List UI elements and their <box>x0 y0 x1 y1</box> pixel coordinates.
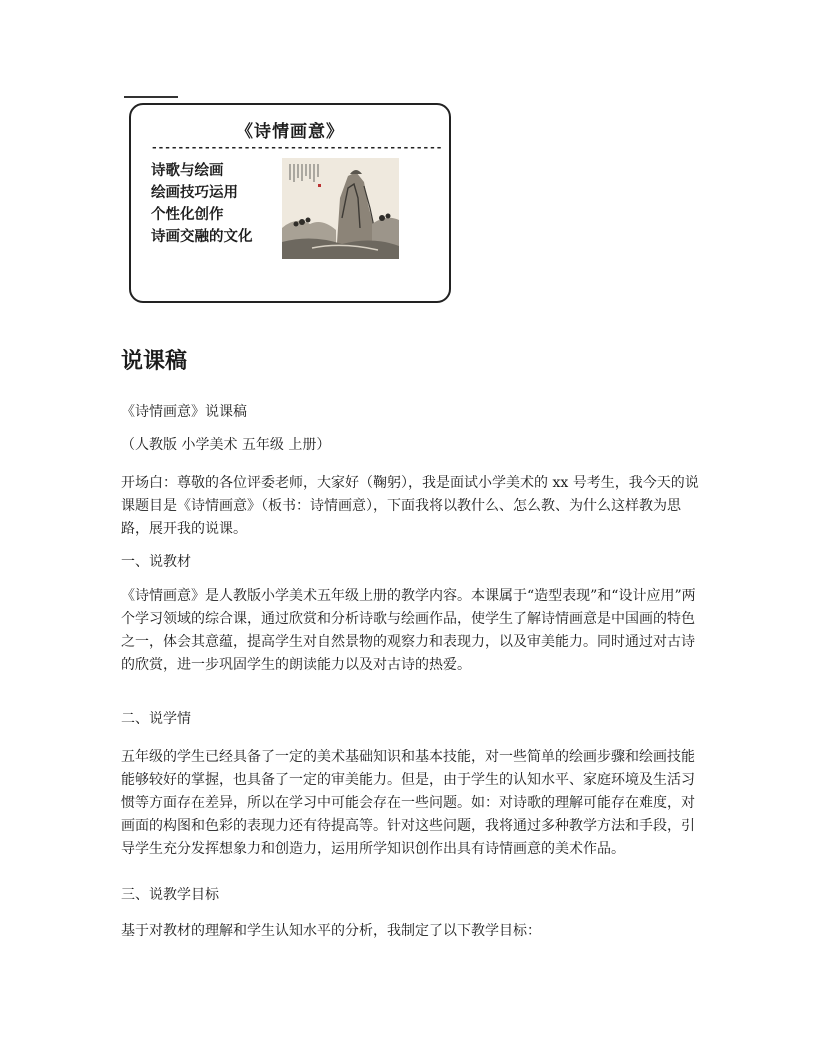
section-students-heading: 二、说学情 <box>121 711 191 727</box>
textbook-paragraph: 《诗情画意》是人教版小学美术五年级上册的教学内容。本课属于“造型表现”和“设计应用”两个学习领域的综合课，通过欣赏和分析诗歌与绘画作品，使学生了解诗情画意是中国画的特色之一，体会其意蕴，提高学生对自然景物的观察力和表现力，以及审美能力。同时通过对古诗的欣赏，进一步巩固学生的朗读能力以及对古诗的热爱。 <box>121 588 696 673</box>
students-paragraph: 五年级的学生已经具备了一定的美术基础知识和基本技能，对一些简单的绘画步骤和绘画技能能够较好的掌握，也具备了一定的审美能力。但是，由于学生的认知水平、家庭环境及生活习惯等方面存在差异，所以在学习中可能会存在一些问题。如：对诗歌的理解可能存在难度，对画面的构图和色彩的表现力还有待提高等。针对这些问题，我将通过多种教学方法和手段，引导学生充分发挥想象力和创造力，运用所学知识创作出具有诗情画意的美术作品。 <box>121 749 695 857</box>
goals-intro: 基于对教材的理解和学生认知水平的分析，我制定了以下教学目标： <box>121 923 541 939</box>
board-item-poetry-painting: 诗歌与绘画 <box>151 162 224 179</box>
section-textbook-heading: 一、说教材 <box>121 554 191 570</box>
edition-line: （人教版 小学美术 五年级 上册） <box>121 437 331 453</box>
board-item-techniques: 绘画技巧运用 <box>151 184 238 201</box>
top-rule <box>124 96 178 98</box>
board-item-culture: 诗画交融的文化 <box>151 228 253 245</box>
landscape-painting-icon <box>282 158 399 259</box>
board-item-creation: 个性化创作 <box>151 206 224 223</box>
board-title: 《诗情画意》 <box>236 122 344 142</box>
opening-paragraph: 开场白：尊敬的各位评委老师，大家好（鞠躬），我是面试小学美术的 xx 号考生，我今天的说课题目是《诗情画意》（板书：诗情画意），下面我将以教什么、怎么教、为什么这样教为思路，展开我的说课。 <box>121 475 699 537</box>
section-goals-heading: 三、说教学目标 <box>121 887 219 903</box>
board-list <box>151 160 253 248</box>
doc-title: 《诗情画意》说课稿 <box>121 404 247 420</box>
board-divider: -------------------------------------------- <box>151 141 443 154</box>
page-heading: 说课稿 <box>121 349 188 374</box>
blackboard-design-box <box>129 103 451 303</box>
